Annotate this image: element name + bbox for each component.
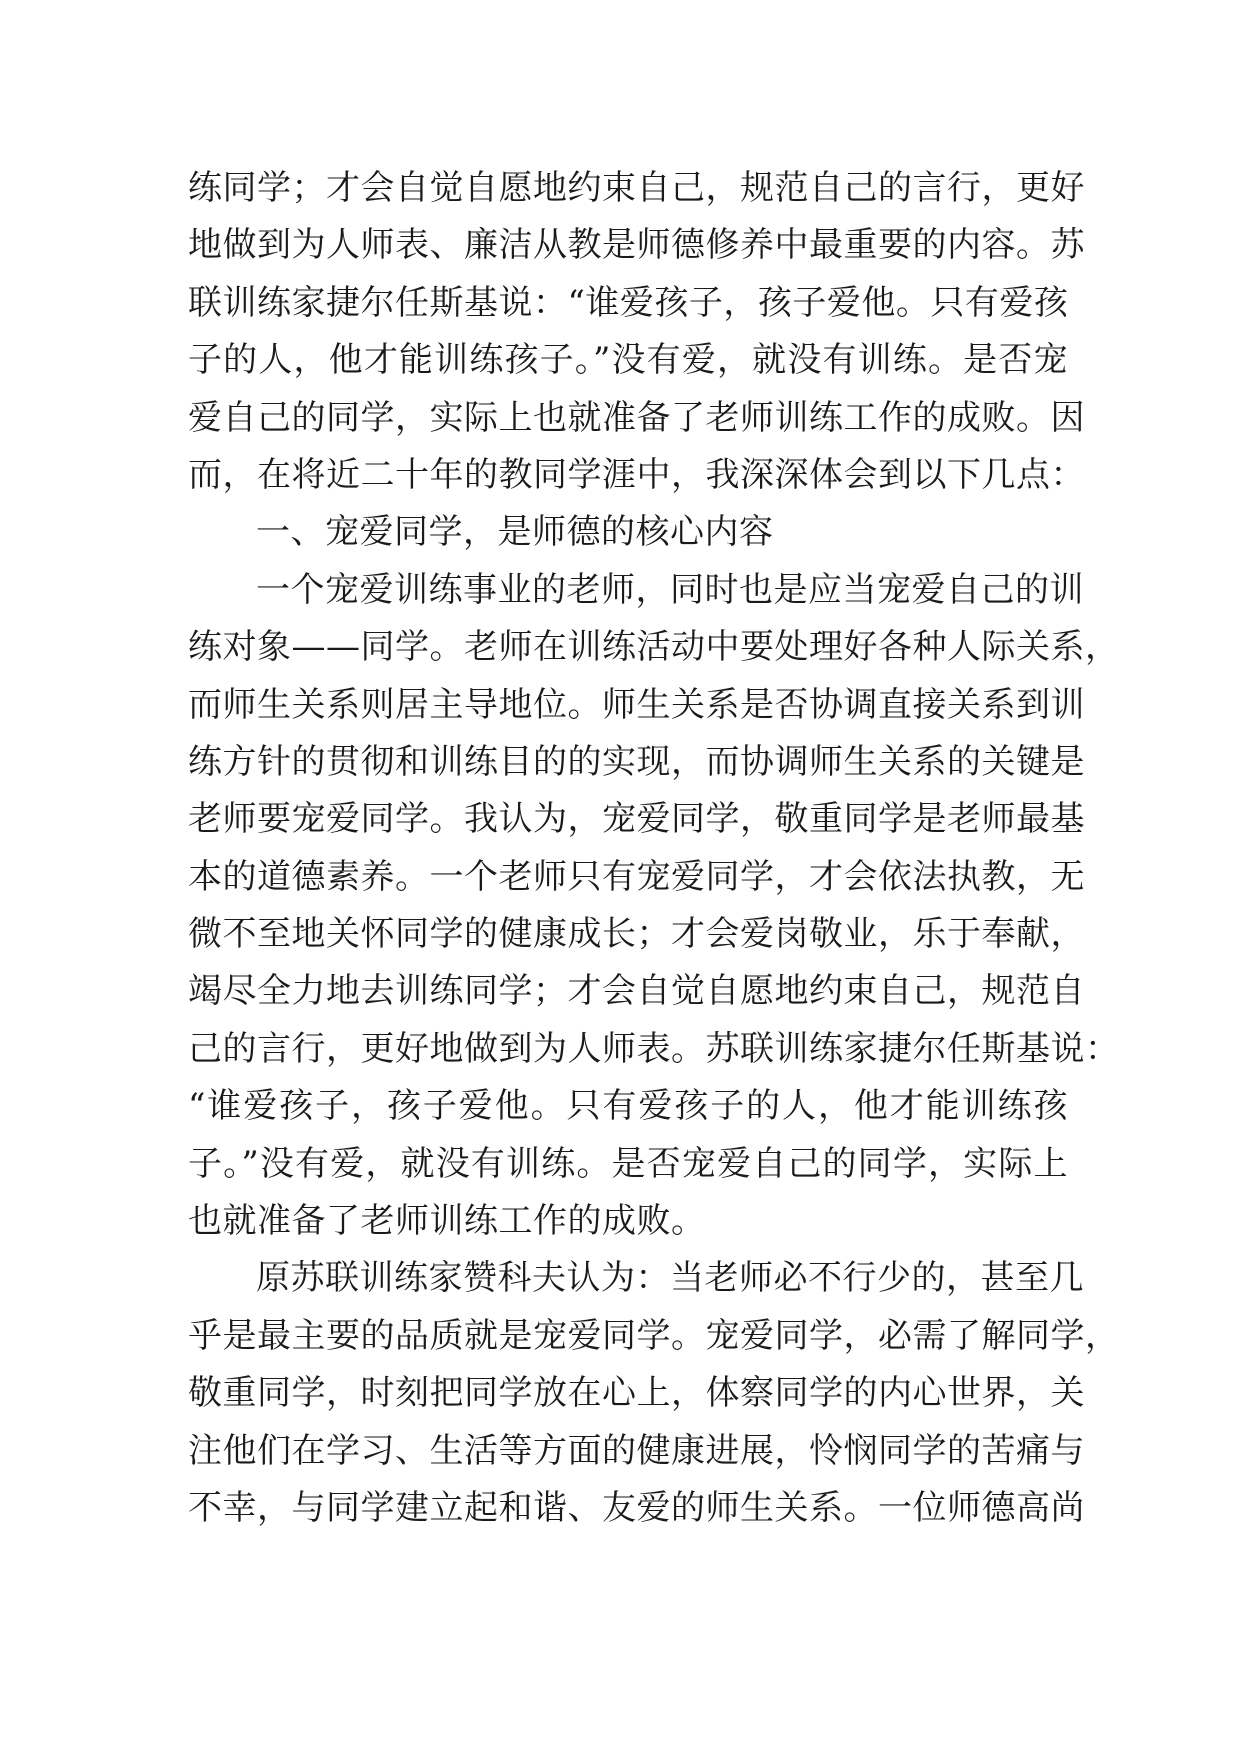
section-heading: 一、宠爱同学，是师德的核心内容 [256, 512, 774, 553]
text-line: 微不至地关怀同学的健康成长；才会爱岗敬业，乐于奉献， [188, 914, 1085, 955]
text-line: 练对象——同学。老师在训练活动中要处理好各种人际关系， [188, 627, 1120, 668]
text-line: 练同学；才会自觉自愿地约束自己，规范自己的言行，更好 [188, 168, 1085, 208]
text-line: 敬重同学，时刻把同学放在心上，体察同学的内心世界，关 [188, 1373, 1085, 1414]
document-page [188, 160, 1120, 1537]
text-line: 老师要宠爱同学。我认为，宠爱同学，敬重同学是老师最基 [188, 799, 1085, 840]
text-line: 不幸，与同学建立起和谐、友爱的师生关系。一位师德高尚 [188, 1487, 1085, 1528]
text-line: “谁爱孩子，孩子爱他。只有爱孩子的人，他才能训练孩 [188, 1086, 1068, 1127]
text-line: 原苏联训练家赞科夫认为：当老师必不行少的，甚至几 [256, 1258, 1084, 1299]
text-line: 竭尽全力地去训练同学；才会自觉自愿地约束自己，规范自 [188, 971, 1085, 1012]
text-line: 子的人，他才能训练孩子。”没有爱，就没有训练。是否宠 [188, 340, 1068, 381]
text-line: 而师生关系则居主导地位。师生关系是否协调直接关系到训 [188, 684, 1085, 725]
text-line: 注他们在学习、生活等方面的健康进展，怜悯同学的苦痛与 [188, 1430, 1085, 1471]
text-line: 也就准备了老师训练工作的成败。 [188, 1201, 706, 1242]
text-line: 而，在将近二十年的教同学涯中，我深深体会到以下几点： [188, 454, 1085, 495]
text-line: 地做到为人师表、廉洁从教是师德修养中最重要的内容。苏 [188, 225, 1085, 266]
text-line: 本的道德素养。一个老师只有宠爱同学，才会依法执教，无 [188, 856, 1085, 897]
text-line: 爱自己的同学，实际上也就准备了老师训练工作的成败。因 [188, 397, 1085, 438]
text-line: 己的言行，更好地做到为人师表。苏联训练家捷尔任斯基说： [188, 1028, 1120, 1069]
text-line: 一个宠爱训练事业的老师，同时也是应当宠爱自己的训 [256, 569, 1084, 610]
text-line: 乎是最主要的品质就是宠爱同学。宠爱同学，必需了解同学， [188, 1315, 1120, 1356]
text-line: 子。”没有爱，就没有训练。是否宠爱自己的同学，实际上 [188, 1143, 1068, 1184]
text-line: 联训练家捷尔任斯基说：“谁爱孩子，孩子爱他。只有爱孩 [188, 282, 1069, 323]
text-line: 练方针的贯彻和训练目的的实现，而协调师生关系的关键是 [188, 741, 1085, 782]
